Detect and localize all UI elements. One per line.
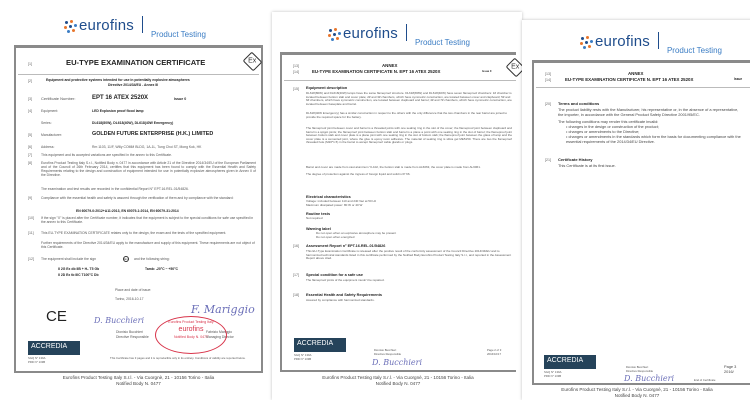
- 4-text: [5]: [28, 133, 32, 137]
- annex-page-3: [522, 20, 750, 400]
- 1-text: Do not open when energized: [316, 235, 355, 239]
- sign-role-text: Directive Responsible: [626, 369, 654, 373]
- certificate-number: EPT 16 ATEX 2520X: [92, 95, 149, 101]
- p7-text: This equipment and its accepted variations are specified in the annex to this Certificate.: [41, 153, 172, 157]
- addr-label-text: Address:: [41, 145, 55, 149]
- signature: D. Bucchieri: [372, 358, 423, 367]
- n21-text: [21]: [545, 158, 551, 162]
- eurofins-logo: [580, 32, 722, 55]
- eurofins-logo: [328, 24, 470, 47]
- n14-text: [14]: [545, 78, 551, 82]
- addr-text: Rm 1103, 11/F, Willy COMM BLDG, 1A-1L, Tung Choi ST, Mong Kok, HK: [92, 145, 202, 149]
- annex-title: EU-TYPE EXAMINATION CERTIFICATE N. EPT 16 ATEX 2520X: [565, 77, 694, 82]
- 2-text: [3]: [28, 97, 32, 101]
- 8-text: [9]: [28, 196, 32, 200]
- signature-2: F. Mariggio: [191, 303, 255, 316]
- ce-mark: CE: [46, 308, 67, 325]
- manu-text: GOLDEN FUTURE ENTERPRISE (H.K.) LIMITED: [92, 131, 214, 137]
- accredia-logo: ACCREDIA: [294, 338, 346, 352]
- eurofins-dots-icon: [580, 36, 593, 49]
- stamp-bottom-text: Notified Body N. 0477: [173, 335, 209, 339]
- hist-h-text: Certificate History: [558, 157, 593, 162]
- 6-text: [7]: [28, 153, 32, 157]
- n20-text: [20]: [545, 102, 551, 106]
- acc1-text: SGQ N° 139A: [28, 356, 46, 360]
- mark1-text: II 2G Ex db IIB + H₂ T5 Gb: [58, 267, 100, 271]
- rep-text: This EU-Type Examination Certificate is released after the positive result of the conformity assessment of the Council Directive 2014/34/EU and to harmonized technical standards listed in this certificate performed by the Notified Body Eurofins Product Testing Italy S.r.l., and reported in the Assessment Report above cited.: [306, 249, 512, 261]
- elec2-text: Maximum dissipated power: 80 W or 40 W: [306, 203, 363, 207]
- end-text: End of Certificate: [694, 378, 716, 382]
- footer-address: Eurofins Product Testing Italy S.r.l. - Via Cuorgnè, 21 - 10156 Torino - Italia: [62, 375, 215, 380]
- footer-notified-body: Notified Body N. 0477: [614, 392, 660, 398]
- issue-text: Issue 0: [482, 69, 492, 73]
- e3-text: The flameproof joint between cover and barrel is a threaded joints with one sealing ring in the slot of the cover; the flameproof joint between clapboard and barrel is a spigot joints; the flameproof joint between bottom slab and barrel is a plane a point with one sealing ring in the slot of barrel; the flameproof joint between bottom slab and cover plate is a plane joint with one sealing ring in the slot of bottom slab; the flameproof joint between the glass of lamp and the cover plate is a cemented joint, where the glue is epoxy resin adhesive. The material of sealing ring is silica gel ME5150. There are two the flameproof threaded hole (M20*1.5) in the barrel to accept flameproof cable glands or plugs.: [306, 126, 512, 145]
- division-text: Product Testing: [150, 30, 206, 39]
- rout-text: Not required: [306, 216, 323, 220]
- ex-mark-icon: Ex: [124, 257, 128, 261]
- series-label-text: Series:: [41, 121, 52, 125]
- footer-notified-body: Notified Body N. 0477: [375, 380, 421, 386]
- 0-text: [1]: [28, 62, 32, 66]
- acc1-text: SGQ N° 139A: [294, 353, 312, 357]
- rout-h-text: Routine tests: [306, 212, 331, 216]
- ess-text: Assured by compliance with harmonized standards.: [306, 298, 375, 302]
- ex-atex-icon: Ex: [243, 52, 263, 72]
- n15-text: [15]: [293, 87, 299, 91]
- page-text: Page 2 of 3: [487, 348, 502, 352]
- sign-name-text: Dionisio Bucchieri: [374, 348, 397, 352]
- 0-text: changes in the design or construction of the product;: [568, 124, 659, 129]
- p12b-text: and the following string:: [134, 257, 170, 261]
- sign2-name-text: Fabrizio Mariggio: [206, 330, 233, 334]
- place-label-text: Place and date of issue:: [115, 288, 152, 292]
- n13-text: [13]: [293, 64, 299, 68]
- 9-text: [10]: [28, 216, 34, 220]
- terms-h-text: Terms and conditions: [558, 101, 600, 106]
- e4-text: Barrel and cover are made from cast aluminum YL102, the bottom slab is made from AL6063, the cover plate is made from AL6061.: [306, 165, 481, 169]
- note-text: This Certificate has 3 pages and it is reproducible only in its entirety. Conditions of validity are reported below.: [110, 356, 246, 360]
- n18-text: [18]: [293, 293, 299, 297]
- 11-text: [12]: [28, 257, 34, 261]
- equip-h-text: Equipment description: [306, 86, 348, 90]
- mark2-text: II 2D Ex tb IIIC T100°C Db: [58, 273, 99, 277]
- issue-text: Issue 0: [174, 97, 187, 101]
- name-text: eurofins: [595, 33, 650, 50]
- hist-text: This Certificate is at its first issue.: [558, 163, 616, 168]
- directive2-text: Directive 2014/34/EU - Annex III: [108, 83, 159, 87]
- footer-notified-body: Notified Body N. 0477: [116, 380, 161, 386]
- stamp-top-text: Eurofins Product Testing Italy: [168, 320, 214, 324]
- n17-text: [17]: [293, 273, 299, 277]
- cert-label-text: Certificate Number:: [41, 96, 76, 101]
- name-text: eurofins: [79, 17, 134, 34]
- bullet-item: • changes in the design or construction of the product;: [566, 124, 659, 129]
- warn-h-text: Warning label: [306, 227, 331, 231]
- p8b-text: The examination and test results are recorded in the confidential Report N° EPT.16.REL.01/54826.: [41, 187, 189, 191]
- manu-label-text: Manufacturer:: [41, 133, 62, 137]
- p12a-text: The equipment shall include the sign: [41, 257, 97, 261]
- sign1-role-text: Directive Responsible: [116, 335, 149, 339]
- sign-role-text: Directive Responsible: [374, 352, 402, 356]
- date-text: 2016/: [724, 369, 734, 374]
- eurofins-dots-icon: [328, 28, 341, 41]
- 3-text: [4]: [28, 109, 32, 113]
- acc2-text: PRD N° 133B: [544, 374, 562, 378]
- division-text: Product Testing: [414, 38, 470, 47]
- acc1-text: SGQ N° 139A: [544, 370, 562, 374]
- p8-text: Eurofins Product Testing Italy S.r.l., Notified Body n. 0477 in accordance with Article 21 of the Directive 2014/34/EU of the European Parliament and of the Council of 26th February 2014, certifies that this equipment has been found to comply with the Essential Health and Safety Requirements relating to the design and construction of equipment intended for use in potentially explosive atmospheres given in Annex II of the Directive.: [41, 161, 256, 178]
- 7-text: [8]: [28, 161, 32, 165]
- eurofins-dots-icon: [64, 20, 77, 33]
- annex-page-2: [272, 12, 522, 400]
- t2-text: The following conditions may render this certificate invalid:: [558, 119, 659, 124]
- accredia-logo: ACCREDIA: [28, 341, 80, 355]
- 2-text: changes or amendments in the standards which form the basis for documenting compliance with the essential requirements of the 2014/34/EU Directive.: [566, 134, 741, 144]
- 5-text: [6]: [28, 145, 32, 149]
- annex-title: EU-TYPE EXAMINATION CERTIFICATE N. EPT 16 ATEX 2520X: [312, 69, 441, 74]
- ess-h-text: Essential Health and Safety Requirements: [306, 293, 382, 297]
- issue-text: Issue: [734, 77, 743, 81]
- series-text: DL618(80W), DL618(40W), DL618(40W Emergency): [92, 121, 174, 125]
- eurofins-stamp: [155, 316, 227, 354]
- 1-text: changes or amendments to the Directive;: [568, 129, 640, 134]
- p11b-text: Further requirements of the Directive 2014/34/EU apply to the manufacture and supply of this equipment. These requirements are not object of this Certificate.: [41, 241, 255, 250]
- 10-text: [11]: [28, 231, 34, 235]
- date-text: 2016/10/17: [487, 352, 501, 356]
- footer-address: Eurofins Product Testing Italy S.r.l. - Via Cuorgnè, 21 - 10156 Torino - Italia: [322, 375, 474, 380]
- 0-text: Do not open when an explosive atmosphere may be present: [316, 231, 397, 235]
- sign-name-text: Dionisio Bucchieri: [626, 365, 649, 369]
- directive-text: Equipment and protective systems intended for use in potentially explosive atmospheres: [46, 78, 190, 82]
- 1-text: [2]: [28, 79, 32, 83]
- footer-address: Eurofins Product Testing Italy S.r.l. - Via Cuorgnè, 21 - 10156 Torino - Italia: [561, 387, 713, 392]
- t1-text: The product liability rests with the Manufacturer, his representative or, in the absence of a representative, the importer, in accordance with the General Product Safety Directive 2001/95/EC.: [558, 107, 739, 117]
- place-text: Torino, 2016-10-17: [115, 297, 144, 301]
- elec1-text: Voltage: included between 110 and 240 Vac at 50 Hz: [306, 199, 377, 203]
- signature-1: D. Bucchieri: [94, 316, 145, 325]
- annex-text: ANNEX: [628, 71, 644, 76]
- tamb-text: Tamb: -20°C ~ +50°C: [145, 267, 178, 271]
- bullet-item: • changes or amendments in the standards which form the basis for documenting compliance with the essential requirements of the 2014/34/EU Directive.: [566, 134, 741, 144]
- annex-text: ANNEX: [382, 63, 398, 68]
- e5-text: The degree of protection against the ingress of foreign liquid and solid is IP 66.: [306, 172, 411, 176]
- elec-h-text: Electrical characteristics: [306, 195, 351, 199]
- eurofins-logo: [64, 16, 206, 39]
- acc2-text: PRD N° 133B: [294, 357, 312, 361]
- p11-text: This EU-TYPE EXAMINATION CERTIFICATE relates only to the design, the exam and the tests of the specified equipment.: [41, 231, 227, 235]
- name-text: eurofins: [178, 326, 204, 333]
- n16-text: [16]: [293, 244, 299, 248]
- name-text: eurofins: [343, 25, 398, 42]
- equip-label-text: Equipment:: [41, 109, 59, 113]
- sign1-name-text: Dionisio Bucchieri: [116, 330, 143, 334]
- spec-text: The flameproof joints of the equipment mustn't be repaired.: [306, 278, 385, 282]
- division-text: Product Testing: [666, 46, 722, 55]
- n14-text: [14]: [293, 70, 299, 74]
- rep-h-text: Assessment Report n° EPT.16.REL.01/54826: [306, 244, 386, 248]
- e1-text: DL618(80W) and DL618(40W) lamps have the same flameproof structure. DL618(80W) and DL618(40W) have seven flameproof chambers: 1# chamber is located between bottom slab and cover plate; 2# and 3# chambers, which have symmetric construction, are located between cover and clapboard; 5# and 6# chambers, which have symmetric construction, are located between clapboard and barrel; 4# and 7# chambers, which have symmetric construction, are located between baseplate and barrel.: [306, 91, 512, 106]
- certificate-page-1: [0, 5, 272, 400]
- sign2-role-text: Managing Director: [206, 335, 234, 339]
- p9-text: Compliance with the essential health and safety is assured through the verification of them and by compliance with the standard:: [41, 196, 234, 200]
- n13-text: [13]: [545, 72, 551, 76]
- page-title: EU-TYPE EXAMINATION CERTIFICATE: [66, 58, 206, 67]
- signature: D. Bucchieri: [624, 374, 675, 383]
- page-text: Page 3: [724, 364, 737, 369]
- equip-text: LED Explosion proof flood lamp: [92, 109, 144, 113]
- ex-atex-icon: Ex: [506, 58, 526, 78]
- p10-text: If the sign "X" is placed after the Certificate number, it indicates that the equipment is subject to the special conditions for safe use specified in the annex to this Certificate.: [41, 216, 254, 225]
- e2-text: DL618(40W Emergency) has a similar construction in respect to the others with the only difference that the two chambers in the rear barrel are joined to provide the required space for the battery.: [306, 111, 508, 119]
- accredia-logo: ACCREDIA: [544, 355, 596, 369]
- certificate-frame: [14, 45, 263, 373]
- spec-h-text: Special condition for a safe use: [306, 273, 363, 277]
- acc2-text: PRD N° 133B: [28, 360, 46, 364]
- standards-text: EN 60079-0:2012+A11:2013, EN 60079-1:2014, EN 60079-31:2014: [76, 209, 179, 213]
- bullet-item: • changes or amendments to the Directive;: [566, 129, 640, 134]
